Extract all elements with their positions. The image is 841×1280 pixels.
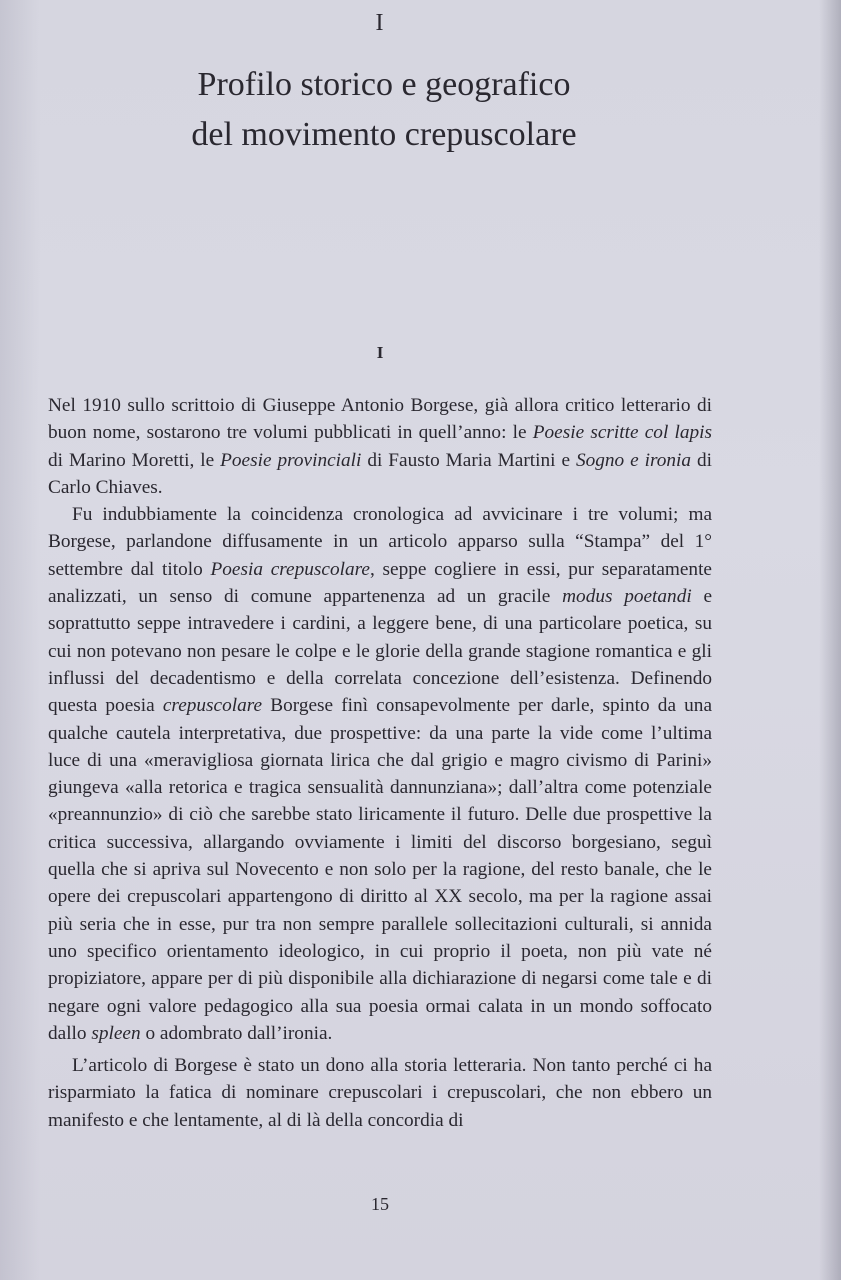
text-segment: Nel 1910 sullo scrittoio di Giuseppe Antonio Borgese, già allora critico letterario di buon nome, sostarono tre volumi pubblicati in quell’anno: le <box>48 395 712 444</box>
text-segment-italic: Poesie scritte col lapis <box>532 422 712 444</box>
chapter-title-line-2: del movimento crepuscolare <box>191 116 577 153</box>
text-segment: L’articolo di Borgese è stato un dono alla storia letteraria. Non tanto perché ci ha risparmiato la fatica di nominare crepuscolari i crepuscolari, che non ebbero un manifesto e che lentamente, al di là della concordia di <box>48 1055 712 1131</box>
text-segment-italic: spleen <box>91 1022 141 1044</box>
text-segment: o adombrato dall’ironia. <box>140 1022 333 1044</box>
section-number: I <box>376 343 384 362</box>
text-segment: , seppe cogliere in essi, pur separatamente analizzati, un senso di comune appartenenza ad un gracile <box>48 558 712 608</box>
chapter-title-line-1: Profilo storico e geografico <box>197 66 571 103</box>
chapter-title <box>80 60 688 160</box>
text-segment-italic: Poesie provinciali <box>220 449 362 471</box>
text-segment: di Marino Moretti, le <box>48 449 221 471</box>
text-segment: e soprattutto seppe intravedere i cardini, a leggere bene, di una particolare poetica, su cui non potevano non pesare le colpe e le glorie della grande stagione romantica e gli influssi del decadentismo e della correlata concezione dell’esistenza. Definendo questa poesia <box>48 586 713 717</box>
paragraph-2 <box>48 501 712 1047</box>
text-segment: Borgese finì consapevolmente per darle, spinto da una qualche cautela interpretativa, due prospettive: da una parte la vide come l’ultima luce di una «meravigliosa giornata lirica che dal grigio e magro civismo di Parini» giungeva «alla retorica e tragica sensualità dannunziana»; dall’altra come potenziale «preannunzio» di ciò che sarebbe stato liricamente il futuro. Delle due prospettive la critica successiva, allargando ovviamente i limiti del discorso borgesiano, seguì quella che si apriva sul Novecento e non solo per la ragione, del resto banale, che le opere dei crepuscolari appartengono di diritto al XX secolo, ma per la ragione assai più seria che in esse, pur tra non sempre parallele sollecitazioni culturali, si annida uno specifico orientamento ideologico, in cui proprio il poeta, non più vate né propiziatore, appare per di più disponibile alla dichiarazione di negarsi come tale e di negare ogni valore pedagogico alla sua poesia ormai calata in un mondo soffocato dallo <box>48 695 712 1044</box>
text-segment-italic: crepuscolare <box>162 695 263 717</box>
page-edge-shadow <box>819 0 841 1280</box>
text-segment: Fu indubbiamente la coincidenza cronologica ad avvicinare i tre volumi; ma Borgese, parlandone diffusamente in un articolo apparso sulla “Stampa” del 1° settembre dal titolo <box>48 504 712 580</box>
paragraph-3 <box>48 1052 712 1134</box>
text-segment-italic: Sogno e ironia <box>575 449 692 471</box>
text-segment: di Fausto Maria Martini e <box>361 449 576 471</box>
text-segment: di Carlo Chiaves. <box>48 449 712 498</box>
chapter-number: I <box>375 10 385 36</box>
text-segment-italic: Poesia crepuscolare <box>210 558 370 580</box>
text-segment-italic: modus poetandi <box>562 586 692 608</box>
paragraph-1 <box>48 392 712 501</box>
page-number: 15 <box>371 1194 389 1214</box>
body-text <box>48 392 712 1134</box>
